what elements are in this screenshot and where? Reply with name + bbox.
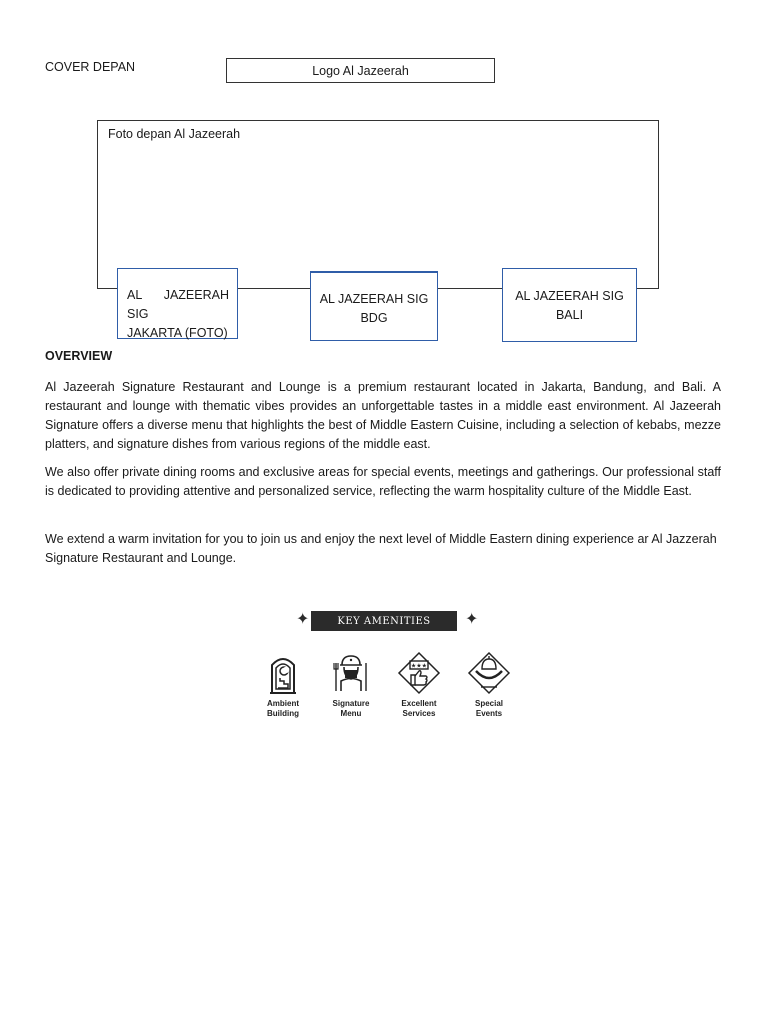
svg-text:★★★: ★★★ bbox=[410, 662, 428, 670]
key-amenities-title: KEY AMENITIES bbox=[311, 611, 457, 631]
amenity-label-line1: Ambient bbox=[267, 699, 299, 708]
location-bali-line2: BALI bbox=[555, 308, 584, 322]
overview-paragraph-2: We also offer private dining rooms and exclusive areas for special events, meetings and gatherings. Our professional staff is dedicated to providing attentive and personalized service, reflecting the warm hospitality culture of the Middle East. bbox=[45, 465, 721, 498]
amenity-label-line1: Special bbox=[474, 699, 503, 708]
building-icon bbox=[266, 651, 300, 695]
location-bandung-line2: BDG bbox=[360, 311, 388, 325]
amenity-special-events bbox=[459, 651, 519, 719]
overview-paragraph-3: We extend a warm invitation for you to join us and enjoy the next level of Middle Eastern dining experience ar Al Jazzerah Signature Restaurant and Lounge. bbox=[45, 532, 717, 565]
overview-heading: OVERVIEW bbox=[45, 349, 113, 363]
event-icon bbox=[467, 651, 511, 695]
photo-placeholder bbox=[97, 120, 659, 289]
thumbs-up-icon bbox=[397, 651, 441, 695]
amenity-label-line2: Building bbox=[267, 709, 299, 718]
location-box-bali bbox=[502, 268, 637, 342]
location-box-bandung bbox=[310, 271, 438, 341]
key-amenities-graphic bbox=[225, 606, 545, 744]
sparkle-icon: ✦ bbox=[465, 611, 479, 628]
cover-label: COVER DEPAN bbox=[45, 60, 136, 74]
logo-placeholder-text: Logo Al Jazeerah bbox=[312, 63, 409, 78]
sparkle-icon: ✦ bbox=[296, 611, 310, 628]
amenity-label-line2: Menu bbox=[340, 709, 362, 718]
location-jakarta-line2: JAKARTA (FOTO) bbox=[127, 326, 228, 340]
location-jakarta-line1: AL JAZEERAH SIG bbox=[127, 288, 229, 321]
amenity-label-line2: Services bbox=[402, 709, 436, 718]
amenity-ambient-building bbox=[253, 651, 313, 719]
logo-placeholder bbox=[226, 58, 495, 83]
amenity-excellent-services bbox=[389, 651, 449, 719]
location-bali-line1: AL JAZEERAH SIG bbox=[515, 289, 624, 303]
amenity-label-line1: Excellent bbox=[401, 699, 437, 708]
location-bandung-line1: AL JAZEERAH SIG bbox=[319, 292, 429, 306]
location-box-jakarta bbox=[117, 268, 238, 339]
photo-placeholder-label: Foto depan Al Jazeerah bbox=[108, 127, 241, 141]
amenity-label-line2: Events bbox=[475, 709, 503, 718]
amenity-label-line1: Signature bbox=[332, 699, 370, 708]
chef-icon bbox=[331, 651, 371, 695]
amenity-signature-menu bbox=[321, 651, 381, 719]
overview-paragraph-1: Al Jazeerah Signature Restaurant and Lounge is a premium restaurant located in Jakarta, Bandung, and Bali. A restaurant and lounge with thematic vibes provides an unforgettable tastes in a middle east environment. Al Jazeerah Signature offers a diverse menu that highlights the best of Middle Eastern Cuisine, including a selection of kebabs, mezze platters, and signature dishes from various regions of the middle east. bbox=[45, 380, 721, 451]
